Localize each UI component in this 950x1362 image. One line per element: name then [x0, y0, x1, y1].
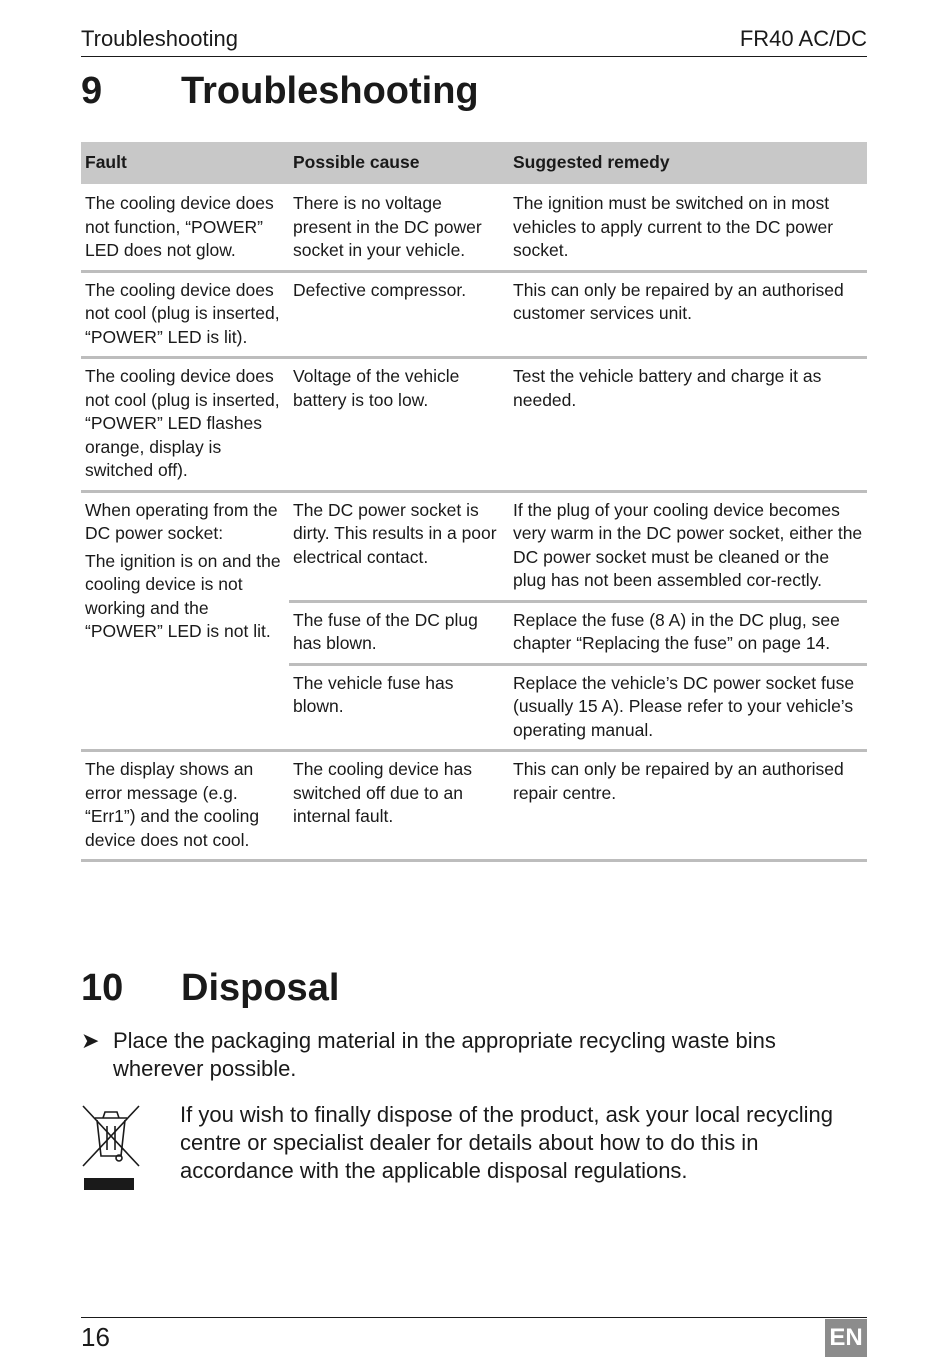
- remedy-cell: Replace the vehicle’s DC power socket fuse (usually 15 A). Please refer to your vehicle’s operating manual.: [509, 664, 867, 751]
- cause-cell: Voltage of the vehicle battery is too low.: [289, 358, 509, 492]
- cause-cell: The fuse of the DC plug has blown.: [289, 601, 509, 664]
- footer-divider: [81, 1317, 867, 1318]
- fault-cell: The cooling device does not cool (plug is inserted, “POWER” LED is lit).: [81, 271, 289, 358]
- arrow-bullet-icon: ➤: [81, 1028, 100, 1053]
- cause-cell: The DC power socket is dirty. This results in a poor electrical contact.: [289, 491, 509, 601]
- page-number: 16: [81, 1322, 110, 1352]
- crossed-out-wheelie-bin-icon: [81, 1104, 141, 1194]
- header-model: FR40 AC/DC: [739, 26, 867, 51]
- remedy-cell: Test the vehicle battery and charge it as needed.: [509, 358, 867, 492]
- remedy-cell: The ignition must be switched on in most vehicles to apply current to the DC power socket.: [509, 184, 867, 271]
- disposal-regulations-text: If you wish to finally dispose of the product, ask your local recycling centre or specialist dealer for details about how to do this in accordance with the applicable disposal regulations.: [180, 1102, 833, 1183]
- fault-cell: The display shows an error message (e.g. “Err1”) and the cooling device does not cool.: [81, 751, 289, 861]
- table-row: [81, 358, 867, 492]
- table-row: [81, 751, 867, 861]
- section-title: Disposal: [181, 967, 340, 1009]
- instruction-text: Place the packaging material in the appropriate recycling waste bins wherever possible.: [113, 1028, 776, 1081]
- remedy-cell: This can only be repaired by an authorised repair centre.: [509, 751, 867, 861]
- column-header-remedy: Suggested remedy: [509, 142, 867, 184]
- remedy-cell: This can only be repaired by an authorised customer services unit.: [509, 271, 867, 358]
- table-header-row: [81, 142, 867, 184]
- header-section-title: Troubleshooting: [81, 26, 238, 51]
- section-number: 10: [81, 967, 124, 1009]
- section-number: 9: [81, 70, 103, 112]
- column-header-cause: Possible cause: [289, 142, 509, 184]
- cause-cell: The vehicle fuse has blown.: [289, 664, 509, 751]
- cause-cell: Defective compressor.: [289, 271, 509, 358]
- table-row: [81, 271, 867, 358]
- remedy-cell: Replace the fuse (8 A) in the DC plug, see chapter “Replacing the fuse” on page 14.: [509, 601, 867, 664]
- table-row: [81, 491, 867, 601]
- table-row: [81, 184, 867, 271]
- fault-text-line: The ignition is on and the cooling device is not working and the “POWER” LED is not lit.: [85, 550, 281, 641]
- cause-cell: The cooling device has switched off due to an internal fault.: [289, 751, 509, 861]
- page-header: [81, 22, 867, 57]
- section-title: Troubleshooting: [181, 70, 479, 112]
- column-header-fault: Fault: [81, 142, 289, 184]
- fault-cell: The cooling device does not cool (plug is inserted, “POWER” LED flashes orange, display is switched off).: [81, 358, 289, 492]
- fault-cell: [81, 491, 289, 751]
- language-badge: EN: [825, 1319, 867, 1357]
- remedy-cell: If the plug of your cooling device becomes very warm in the DC power socket, either the DC power socket must be cleaned or the plug has not been assembled cor-rectly.: [509, 491, 867, 601]
- fault-cell: The cooling device does not function, “POWER” LED does not glow.: [81, 184, 289, 271]
- troubleshooting-table: [81, 142, 867, 862]
- cause-cell: There is no voltage present in the DC power socket in your vehicle.: [289, 184, 509, 271]
- fault-text-line: When operating from the DC power socket:: [85, 499, 278, 543]
